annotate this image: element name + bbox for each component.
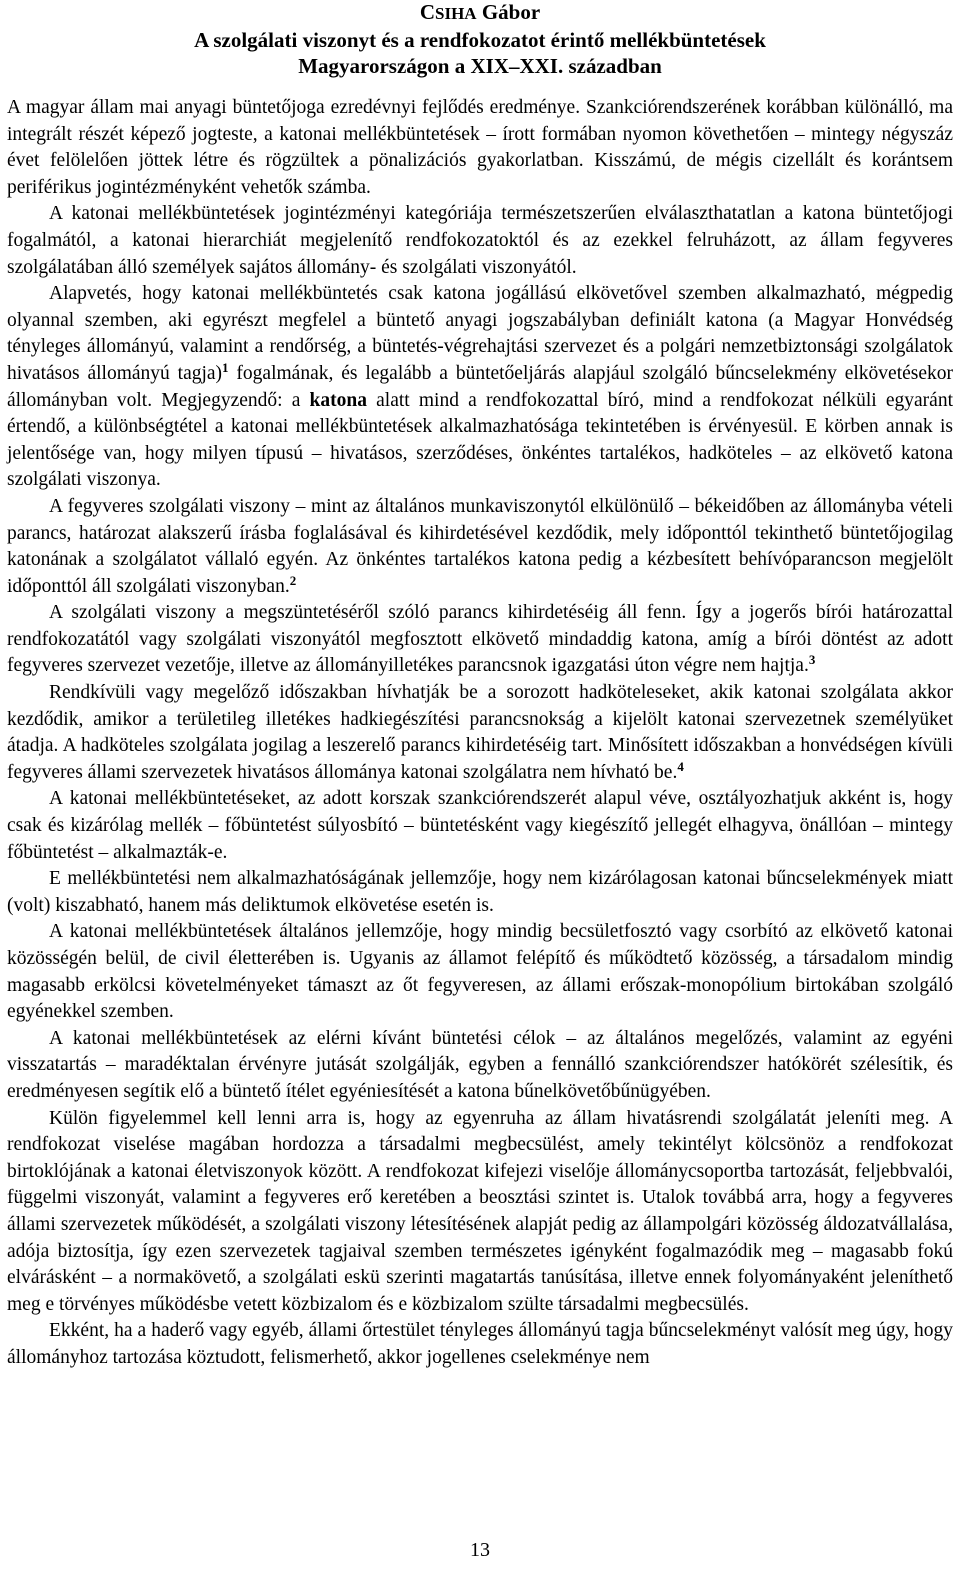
author-given-name: Gábor: [481, 0, 541, 24]
document-header: [7, 0, 953, 79]
paragraph: A katonai mellékbüntetéseket, az adott korszak szankciórendszerét alapul véve, osztályozhatjuk akként is, hogy csak és kizárólag mellék – főbüntetést súlyosbító – büntetésként vagy kiegészítő jellegét elhagyva, önállóan – mintegy főbüntetést – alkalmazták-e.: [7, 788, 953, 863]
paragraph: A szolgálati viszony a megszüntetéséről szóló parancs kihirdetéséig áll fenn. Így a jogerős bírói határozattal rendfokozatától vagy szolgálati viszonyától megfosztott elkövető mindaddig katona, amíg a bírói döntést az adott fegyveres szervezet vezetője, illetve az állományilletékes parancsnok igazgatási úton végre nem hajtja.$^3$: [7, 602, 953, 677]
footnote-ref: 3: [808, 652, 816, 668]
author-initial: C: [419, 0, 435, 24]
footnote-ref: 4: [677, 758, 684, 774]
title-line-1: A szolgálati viszonyt és a rendfokozatot érintő mellékbüntetések: [194, 28, 766, 52]
document-body: [7, 95, 953, 1372]
paragraph: Alapvetés, hogy katonai mellékbüntetés csak katona jogállású elkövetővel szemben alkalmazható, mégpedig olyannal szemben, aki egyrészt megfelel a büntető anyagi jogszabályban definiált katona (a Magyar Honvédség tényleges állományú, valamint a rendőrség, a büntetés-végrehajtási szervezet és a polgári nemzetbiztonsági szolgálatok hivatásos állományú tagja)$^1$ fogalmának, és legalább a büntetőeljárás alapjául szolgáló bűncselekmény elkövetésekor állományban volt. Megjegyzendő: a katona alatt mind a rendfokozattal bíró, mind a rendfokozat nélküli egyaránt értendő, a különbségtétel a katonai mellékbüntetések alkalmazhatósága tekintetében is érvényesül. E körben annak is jelentősége van, hogy milyen típusú – hivatásos, szerződéses, önkéntes tartalékos, hadköteles – az elkövető katona szolgálati viszonya.: [7, 283, 953, 491]
emphasis: katona: [309, 389, 367, 411]
paragraph: Ekként, ha a haderő vagy egyéb, állami őrtestület tényleges állományú tagja bűncselekményt valósít meg úgy, hogy állományhoz tartozása köztudott, felismerhető, akkor jogellenes cselekménye nem: [7, 1320, 953, 1368]
paragraph: A katonai mellékbüntetések az elérni kívánt büntetési célok – az általános megelőzés, valamint az egyéni visszatartás – maradéktalan érvényre jutását szolgálják, egyben a fennálló szankciórendszer hatókörét szélesítik, és eredményesen segítik elő a büntető ítélet egyéniesítését a katona bűnelkövetőbűnügyében.: [7, 1027, 953, 1102]
page-number: 13: [470, 1539, 490, 1561]
paragraph: A fegyveres szolgálati viszony – mint az általános munkaviszonytól elkülönülő – békeidőben az állományba vételi parancs, határozat alakszerű írásba foglalásával és kihirdetésével kezdődik, mely időponttól tekinthető büntetőjogilag katonának a szolgálatot vállaló egyén. Az önkéntes tartalékos katona pedig a kézbesített behívóparancson megjelölt időponttól áll szolgálati viszonyban.$^2$: [7, 495, 953, 597]
author-line: [7, 0, 953, 27]
paragraph: E mellékbüntetési nem alkalmazhatóságának jellemzője, hogy nem kizárólagosan katonai bűncselekmények miatt (volt) kiszabható, hanem más deliktumok elkövetése esetén is.: [7, 868, 953, 916]
document-page: [7, 0, 953, 1372]
paragraph: A katonai mellékbüntetések általános jellemzője, hogy mindig becsületfosztó vagy csorbító az elkövető katonai közösségén belül, de civil életterében is. Ugyanis az államot felépítő és működtető közösség, a társadalom mindig magasabb erkölcsi követelményeket támaszt az őt fegyveresen, az állami erőszak-monopólium birtokában szolgáló egyénekkel szemben.: [7, 921, 953, 1023]
footnote-ref: 1: [222, 359, 229, 375]
paragraph: Rendkívüli vagy megelőző időszakban hívhatják be a sorozott hadköteleseket, akik katonai szolgálata akkor kezdődik, amikor a területileg illetékes hadkiegészítési parancsnokság a kijelölt katonai szervezetnek személyüket átadja. A hadköteles szolgálata jogilag a leszerelő parancs kihirdetéséig tart. Minősített időszakban a honvédségen kívüli fegyveres állami szervezetek hivatásos állománya katonai szolgálatra nem hívható be.$^4$: [7, 682, 953, 783]
footnote-ref: 2: [289, 572, 297, 588]
title-line-2: Magyarországon a XIX–XXI. században: [298, 54, 662, 78]
paragraph: A katonai mellékbüntetések jogintézményi kategóriája természetszerűen elválaszthatatlan a katona büntetőjogi fogalmától, a katonai hierarchiát megjelenítő rendfokozatoktól és az ezekkel felruházott, az állam fegyveres szolgálatában álló személyek sajátos állomány- és szolgálati viszonyától.: [7, 203, 953, 278]
paragraph: Külön figyelemmel kell lenni arra is, hogy az egyenruha az állam hivatásrendi szolgálatát jeleníti meg. A rendfokozat viselése magában hordozza a társadalmi megbecsülést, amely tekintélyt kölcsönöz a rendfokozat birtoklójának a katonai életviszonyok között. A rendfokozat kifejezi viselője állománycsoportba tartozását, feljebbvalói, függelmi viszonyát, valamint a fegyveres erő keretében a beosztási szintet is. Utalok továbbá arra, hogy a fegyveres állami szervezetek működését, a szolgálati viszony létesítésének alapját pedig az állampolgári közösség áldozatvállalása, adója biztosítja, így ezen szervezetek tagjaival szemben természetes igényként fogalmazódik meg – magasabb fokú elvárásként – a normakövető, a szolgálati eskü szerinti magatartás tanúsítása, illetve ennek folyományaként jeleníthető meg e törvényes működésbe vetett közbizalom és e közbizalom szülte társadalmi megbecsülés.: [7, 1107, 953, 1315]
paragraph: A magyar állam mai anyagi büntetőjoga ezredévnyi fejlődés eredménye. Szankciórendszerének korábban különálló, ma integrált részét képező jogteste, a katonai mellékbüntetések – írott formában nyomon követhetően – mintegy négyszáz évet felölelően jöttek létre és rögzültek a pönalizációs gyakorlatban. Kisszámú, de mégis cizellált és korántsem periférikus jogintézményként vehetők számba.: [7, 97, 953, 198]
author-surname-smallcaps: SIHA: [435, 4, 477, 23]
